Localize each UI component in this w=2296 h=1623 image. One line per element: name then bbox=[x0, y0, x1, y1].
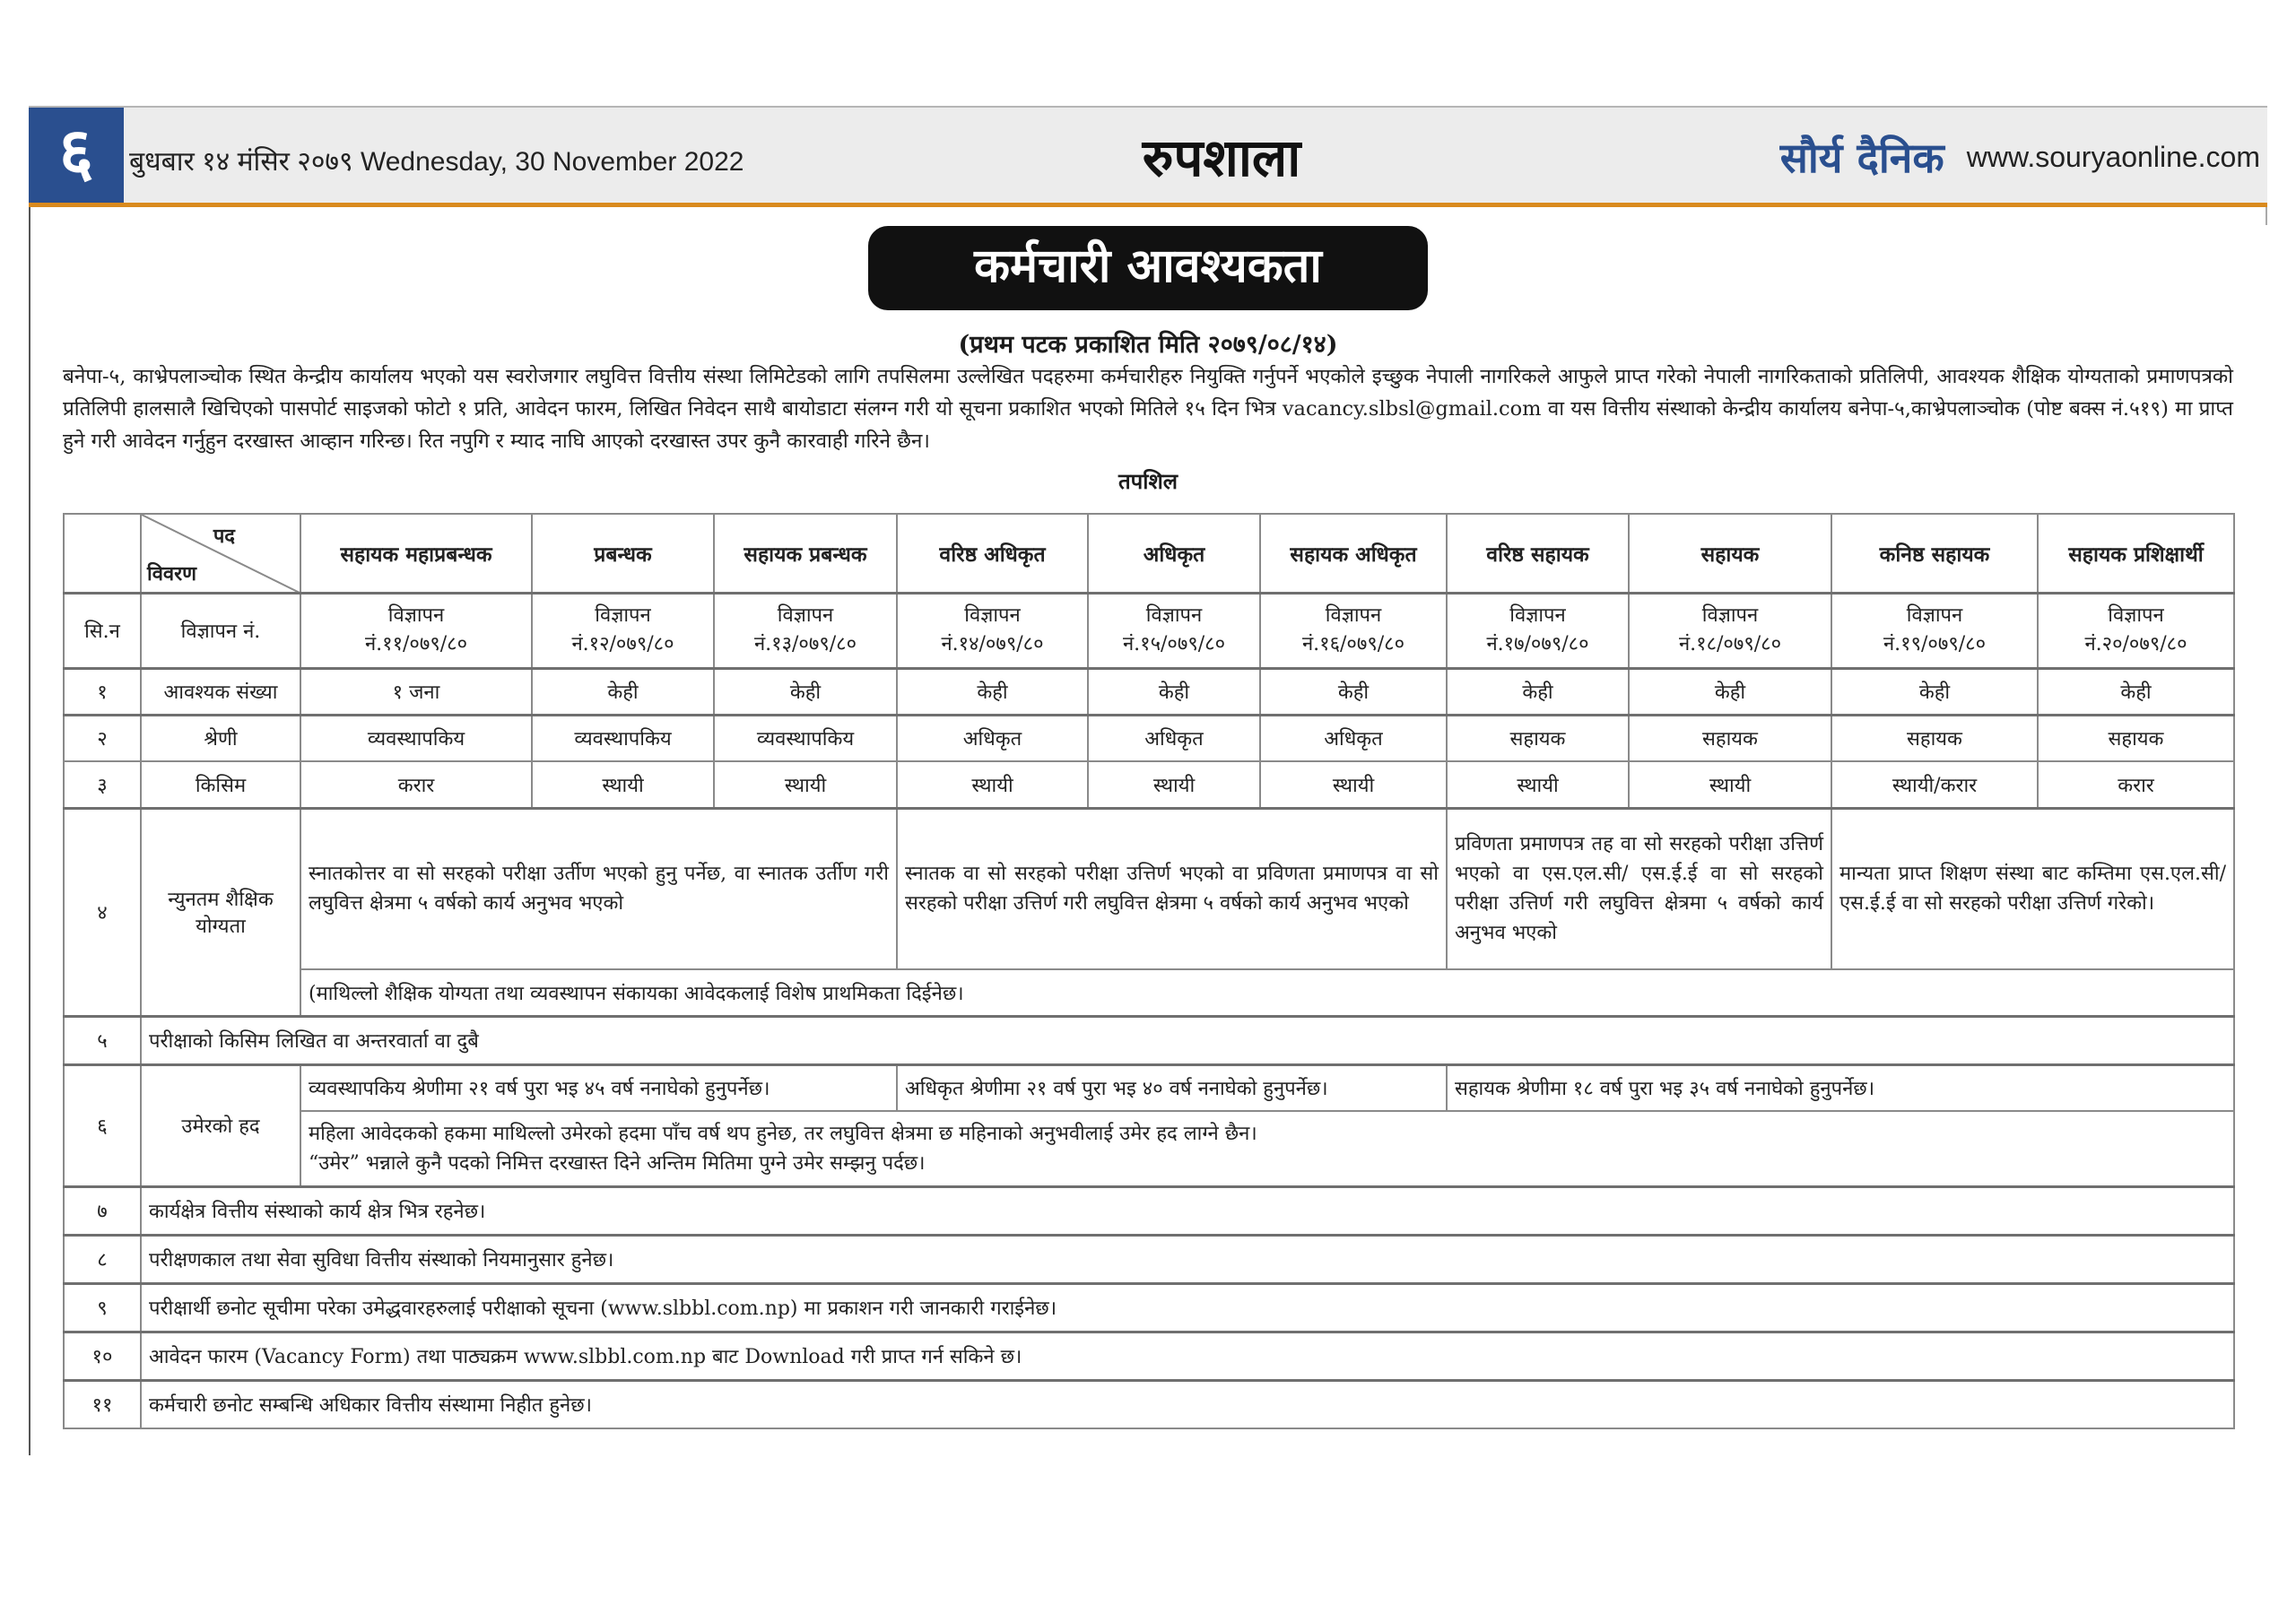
table-header-row bbox=[64, 514, 2234, 593]
adv-cell bbox=[1088, 593, 1260, 668]
row-text: आवेदन फारम (Vacancy Form) तथा पाठ्यक्रम www.slbbl.com.np बाट Download गरी प्राप्त गर्न सकिने छ। bbox=[141, 1332, 2234, 1380]
adv-number: नं.१९/०७९/८० bbox=[1883, 633, 1987, 655]
row-age-notes bbox=[64, 1111, 2234, 1186]
table-cell: स्थायी bbox=[532, 761, 714, 808]
table-cell: केही bbox=[1260, 668, 1447, 715]
notice-subtitle: (प्रथम पटक प्रकाशित मिति २०७९/०८/१४) bbox=[958, 331, 1338, 359]
section-title: रुपशाला bbox=[1142, 127, 1301, 188]
row-label: आवश्यक संख्या bbox=[141, 668, 300, 715]
position-header: कनिष्ठ सहायक bbox=[1831, 514, 2038, 593]
adv-prefix: विज्ञापन bbox=[2108, 604, 2164, 627]
position-header: सहायक महाप्रबन्धक bbox=[300, 514, 532, 593]
brand bbox=[1780, 129, 2260, 185]
adv-cell bbox=[300, 593, 532, 668]
adv-prefix: विज्ञापन bbox=[1325, 604, 1382, 627]
row-label: किसिम bbox=[141, 761, 300, 808]
brand-url: www.souryaonline.com bbox=[1966, 140, 2260, 173]
table-cell: व्यवस्थापकिय bbox=[532, 715, 714, 761]
table-cell: केही bbox=[897, 668, 1088, 715]
age-note-women: महिला आवेदकको हकमा माथिल्लो उमेरको हदमा पाँच वर्ष थप हुनेछ, तर लघुवित्त क्षेत्रमा छ महिनाको अनुभवीलाई उमेर हद लाग्ने छैन। bbox=[309, 1122, 1257, 1145]
table-cell: करार bbox=[300, 761, 532, 808]
row-sn: १ bbox=[64, 668, 141, 715]
row-label: न्युनतम शैक्षिक योग्यता bbox=[141, 808, 300, 1016]
table-cell: व्यवस्थापकिय bbox=[714, 715, 897, 761]
adv-number: नं.१७/०७९/८० bbox=[1486, 633, 1589, 655]
row-probation bbox=[64, 1235, 2234, 1283]
row-text: परीक्षार्थी छनोट सूचीमा परेका उमेद्धवारहरुलाई परीक्षाको सूचना (www.slbbl.com.np) मा प्रकाशन गरी जानकारी गराईनेछ। bbox=[141, 1283, 2234, 1332]
adv-number: नं.१४/०७९/८० bbox=[941, 633, 1044, 655]
adv-number: नं.१३/०७९/८० bbox=[753, 633, 857, 655]
adv-cell bbox=[1629, 593, 1831, 668]
age-note-definition: “उमेर” भन्नाले कुनै पदको निमित्त दरखास्त दिने अन्तिम मितिमा पुग्ने उमेर सम्झनु पर्दछ। bbox=[309, 1151, 926, 1175]
sn-label: सि.न bbox=[64, 593, 141, 668]
row-shortlist bbox=[64, 1283, 2234, 1332]
adv-cell bbox=[1831, 593, 2038, 668]
age-notes bbox=[300, 1111, 2234, 1186]
row-sn: ४ bbox=[64, 808, 141, 1016]
row-sn: ९ bbox=[64, 1283, 141, 1332]
table-cell: व्यवस्थापकिय bbox=[300, 715, 532, 761]
position-header: वरिष्ठ अधिकृत bbox=[897, 514, 1088, 593]
row-sn: ७ bbox=[64, 1186, 141, 1235]
table-cell: केही bbox=[1447, 668, 1629, 715]
table-cell: केही bbox=[532, 668, 714, 715]
position-header: सहायक bbox=[1629, 514, 1831, 593]
corner-top-label: पद bbox=[213, 525, 235, 548]
qualification-managerial: स्नातकोत्तर वा सो सरहको परीक्षा उर्तीण भएको हुनु पर्नेछ, वा स्नातक उर्तीण गरी लघुवित्त क्षेत्रमा ५ वर्षको कार्य अनुभव भएको bbox=[300, 808, 897, 969]
table-cell: सहायक bbox=[1447, 715, 1629, 761]
row-exam-type bbox=[64, 1016, 2234, 1064]
adv-number: नं.११/०७९/८० bbox=[364, 633, 468, 655]
position-header: प्रबन्धक bbox=[532, 514, 714, 593]
table-cell: स्थायी bbox=[1629, 761, 1831, 808]
frame-right-border bbox=[2266, 207, 2267, 225]
table-cell: स्थायी bbox=[897, 761, 1088, 808]
row-type bbox=[64, 761, 2234, 808]
position-header: सहायक प्रबन्धक bbox=[714, 514, 897, 593]
qualification-note: (माथिल्लो शैक्षिक योग्यता तथा व्यवस्थापन संकायका आवेदकलाई विशेष प्राथमिकता दिईनेछ। bbox=[300, 969, 2234, 1016]
table-cell: स्थायी bbox=[714, 761, 897, 808]
qualification-junior: मान्यता प्राप्त शिक्षण संस्था बाट कम्तिमा एस.एल.सी/एस.ई.ई वा सो सरहको परीक्षा उत्तिर्ण गरेको। bbox=[1831, 808, 2234, 969]
position-header: वरिष्ठ सहायक bbox=[1447, 514, 1629, 593]
position-header: अधिकृत bbox=[1088, 514, 1260, 593]
page-header bbox=[29, 108, 2267, 203]
table-cell: स्थायी/करार bbox=[1831, 761, 2038, 808]
adv-prefix: विज्ञापन bbox=[1906, 604, 1963, 627]
row-application-form bbox=[64, 1332, 2234, 1380]
row-text: कार्यक्षेत्र वित्तीय संस्थाको कार्य क्षेत्र भित्र रहनेछ। bbox=[141, 1186, 2234, 1235]
row-required-count bbox=[64, 668, 2234, 715]
row-label: उमेरको हद bbox=[141, 1064, 300, 1186]
table-cell: सहायक bbox=[2038, 715, 2234, 761]
row-sn: ५ bbox=[64, 1016, 141, 1064]
adv-prefix: विज्ञापन bbox=[387, 604, 445, 627]
page-number: ६ bbox=[29, 108, 124, 203]
vacancy-table bbox=[63, 513, 2235, 1429]
adv-number: नं.२०/०७९/८० bbox=[2084, 633, 2187, 655]
table-cell: अधिकृत bbox=[1260, 715, 1447, 761]
table-cell: केही bbox=[2038, 668, 2234, 715]
row-sn: ३ bbox=[64, 761, 141, 808]
table-cell: केही bbox=[714, 668, 897, 715]
row-sn: ११ bbox=[64, 1380, 141, 1428]
row-sn: १० bbox=[64, 1332, 141, 1380]
adv-cell bbox=[1447, 593, 1629, 668]
adv-number: नं.१५/०७९/८० bbox=[1122, 633, 1226, 655]
adv-cell bbox=[2038, 593, 2234, 668]
row-qualification bbox=[64, 808, 2234, 969]
age-assistant: सहायक श्रेणीमा १८ वर्ष पुरा भइ ३५ वर्ष ननाघेको हुनुपर्नेछ। bbox=[1447, 1064, 2234, 1111]
table-cell: सहायक bbox=[1831, 715, 2038, 761]
row-work-area bbox=[64, 1186, 2234, 1235]
header-accent-rule bbox=[29, 203, 2267, 207]
adv-prefix: विज्ञापन bbox=[1701, 604, 1759, 627]
table-cell: १ जना bbox=[300, 668, 532, 715]
table-cell: स्थायी bbox=[1088, 761, 1260, 808]
position-header: सहायक प्रशिक्षार्थी bbox=[2038, 514, 2234, 593]
age-managerial: व्यवस्थापकिय श्रेणीमा २१ वर्ष पुरा भइ ४५ वर्ष ननाघेको हुनुपर्नेछ। bbox=[300, 1064, 897, 1111]
adv-cell bbox=[714, 593, 897, 668]
brand-name: सौर्य दैनिक bbox=[1779, 134, 1944, 182]
adv-cell bbox=[897, 593, 1088, 668]
age-officer: अधिकृत श्रेणीमा २१ वर्ष पुरा भइ ४० वर्ष ननाघेको हुनुपर्नेछ। bbox=[897, 1064, 1447, 1111]
row-sn: ८ bbox=[64, 1235, 141, 1283]
row-sn: ६ bbox=[64, 1064, 141, 1186]
adv-number: नं.१६/०७९/८० bbox=[1301, 633, 1405, 655]
adv-cell bbox=[532, 593, 714, 668]
table-cell: सहायक bbox=[1629, 715, 1831, 761]
row-text: परीक्षणकाल तथा सेवा सुविधा वित्तीय संस्थाको नियमानुसार हुनेछ। bbox=[141, 1235, 2234, 1283]
row-sn: २ bbox=[64, 715, 141, 761]
table-cell: करार bbox=[2038, 761, 2234, 808]
frame-left-border bbox=[29, 207, 30, 1455]
adv-number: नं.१२/०७९/८० bbox=[571, 633, 674, 655]
table-cell: स्थायी bbox=[1447, 761, 1629, 808]
adv-prefix: विज्ञापन bbox=[1509, 604, 1566, 627]
table-cell: स्थायी bbox=[1260, 761, 1447, 808]
qualification-officer: स्नातक वा सो सरहको परीक्षा उत्तिर्ण भएको वा प्रविणता प्रमाणपत्र वा सो सरहको परीक्षा उत्तिर्ण गरी लघुवित्त क्षेत्रमा ५ वर्षको कार्य अनुभव भएको bbox=[897, 808, 1447, 969]
adv-prefix: विज्ञापन bbox=[595, 604, 651, 627]
row-qualification-note bbox=[64, 969, 2234, 1016]
adv-cell bbox=[1260, 593, 1447, 668]
corner-cell bbox=[141, 514, 300, 593]
adv-label: विज्ञापन नं. bbox=[141, 593, 300, 668]
adv-prefix: विज्ञापन bbox=[964, 604, 1021, 627]
adv-prefix: विज्ञापन bbox=[1145, 604, 1203, 627]
table-cell: केही bbox=[1831, 668, 2038, 715]
adv-number: नं.१८/०७९/८० bbox=[1678, 633, 1782, 655]
notice-intro: बनेपा-५, काभ्रेपलाञ्चोक स्थित केन्द्रीय कार्यालय भएको यस स्वरोजगार लघुवित्त वित्तीय संस्था लिमिटेडको लागि तपसिलमा उल्लेखित पदहरुमा कर्मचारीहरु नियुक्ति गर्नुपर्ने भएकोले इच्छुक नेपाली नागरिकले आफुले प्राप्त गरेको नेपाली नागरिकताको प्रतिलिपी, आवश्यक शैक्षिक योग्यताको प्रमाणपत्रको प्रतिलिपी हालसालै खिचिएको पासपोर्ट साइजको फोटो १ प्रति, आवेदन फारम, लिखित निवेदन साथै बायोडाटा संलग्न गरी यो सूचना प्रकाशित भएको मितिले १५ दिन भित्र vacancy.slbsl@gmail.com वा यस वित्तीय संस्थाको केन्द्रीय कार्यालय बनेपा-५,काभ्रेपलाञ्चोक (पोष्ट बक्स नं.५१९) मा प्राप्त हुने गरी आवेदन गर्नुहुन दरखास्त आव्हान गरिन्छ। रित नपुगि र म्याद नाघि आएको दरखास्त उपर कुनै कारवाही गरिने छैन। bbox=[63, 365, 2233, 453]
notice-title: कर्मचारी आवश्यकता bbox=[868, 226, 1428, 310]
qualification-assistant: प्रविणता प्रमाणपत्र तह वा सो सरहको परीक्षा उत्तिर्ण भएको वा एस.एल.सी/ एस.ई.ई वा सो सरहको परीक्षा उत्तिर्ण गरी लघुवित्त क्षेत्रमा ५ वर्षको कार्य अनुभव भएको bbox=[1447, 808, 1831, 969]
row-text: कर्मचारी छनोट सम्बन्धि अधिकार वित्तीय संस्थामा निहीत हुनेछ। bbox=[141, 1380, 2234, 1428]
details-heading: तपशिल bbox=[1118, 468, 1178, 494]
issue-date: बुधबार १४ मंसिर २०७९ Wednesday, 30 November 2022 bbox=[129, 147, 744, 177]
row-category bbox=[64, 715, 2234, 761]
table-cell: केही bbox=[1088, 668, 1260, 715]
row-age-limit bbox=[64, 1064, 2234, 1111]
position-header: सहायक अधिकृत bbox=[1260, 514, 1447, 593]
table-cell: अधिकृत bbox=[897, 715, 1088, 761]
adv-prefix: विज्ञापन bbox=[777, 604, 834, 627]
row-selection-authority bbox=[64, 1380, 2234, 1428]
row-label: श्रेणी bbox=[141, 715, 300, 761]
table-cell: केही bbox=[1629, 668, 1831, 715]
row-text: परीक्षाको किसिम लिखित वा अन्तरवार्ता वा दुबै bbox=[141, 1016, 2234, 1064]
table-cell: अधिकृत bbox=[1088, 715, 1260, 761]
header-blank-cell bbox=[64, 514, 141, 593]
advertisement-row bbox=[64, 593, 2234, 668]
corner-bottom-label: विवरण bbox=[147, 561, 197, 586]
